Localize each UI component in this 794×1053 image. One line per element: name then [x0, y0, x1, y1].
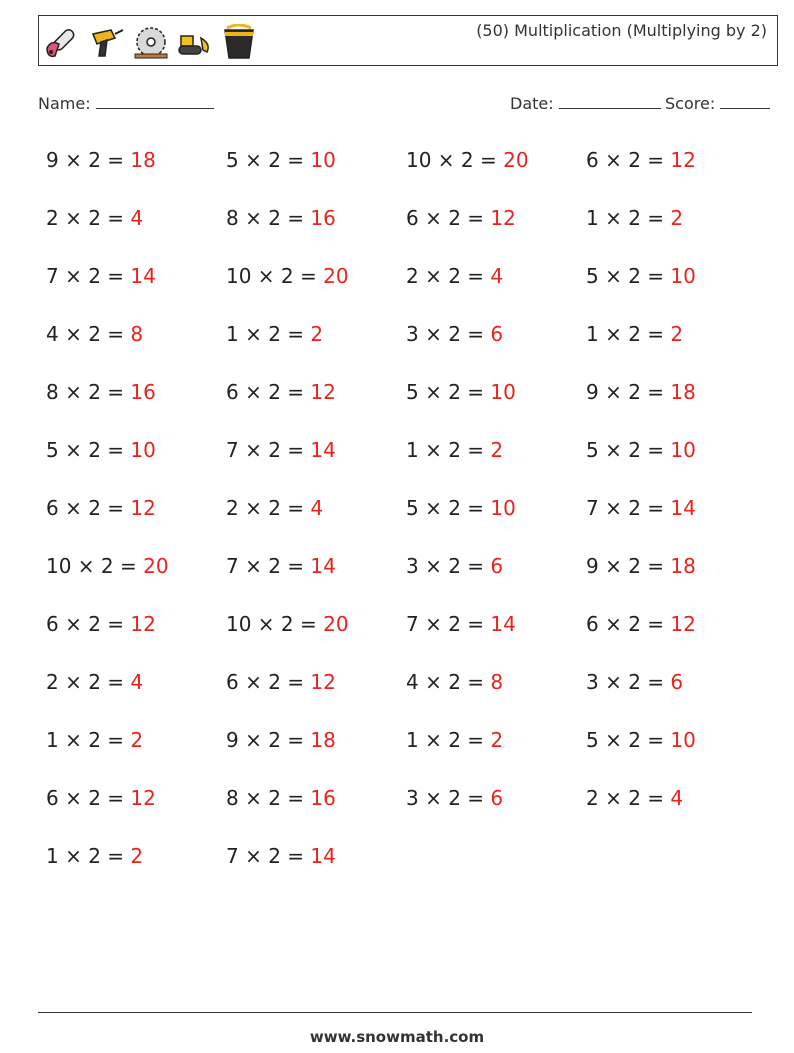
name-field: [38, 94, 214, 113]
problem-question: 5 × 2 =: [406, 496, 491, 520]
problem-item: [46, 438, 156, 462]
score-field: [665, 94, 770, 113]
problem-answer: 12: [310, 380, 336, 404]
problem-item: [46, 728, 143, 752]
problem-item: [226, 612, 349, 636]
problem-item: [226, 728, 336, 752]
problem-question: 7 × 2 =: [406, 612, 491, 636]
problem-answer: 12: [490, 206, 516, 230]
problem-answer: 2: [490, 728, 504, 752]
problem-question: 8 × 2 =: [46, 380, 131, 404]
problem-question: 10 × 2 =: [226, 612, 324, 636]
problem-question: 5 × 2 =: [586, 728, 671, 752]
problem-item: [586, 786, 683, 810]
problem-answer: 12: [130, 612, 156, 636]
problem-question: 6 × 2 =: [46, 496, 131, 520]
date-field: [510, 94, 661, 113]
problem-item: [406, 148, 529, 172]
problem-answer: 12: [670, 612, 696, 636]
problem-item: [46, 322, 143, 346]
problem-question: 9 × 2 =: [46, 148, 131, 172]
problem-question: 6 × 2 =: [226, 380, 311, 404]
problem-answer: 14: [670, 496, 696, 520]
problem-item: [406, 322, 503, 346]
problem-answer: 12: [670, 148, 696, 172]
problem-item: [406, 264, 503, 288]
problem-question: 1 × 2 =: [586, 322, 671, 346]
problem-item: [226, 380, 336, 404]
problem-item: [46, 148, 156, 172]
problem-item: [406, 612, 516, 636]
problem-question: 10 × 2 =: [226, 264, 324, 288]
problem-answer: 20: [323, 264, 349, 288]
problem-question: 6 × 2 =: [226, 670, 311, 694]
problem-item: [406, 496, 516, 520]
problem-question: 6 × 2 =: [586, 612, 671, 636]
problem-question: 1 × 2 =: [46, 728, 131, 752]
problem-question: 4 × 2 =: [46, 322, 131, 346]
problem-item: [406, 438, 503, 462]
problem-question: 1 × 2 =: [586, 206, 671, 230]
problem-question: 8 × 2 =: [226, 786, 311, 810]
problem-answer: 2: [310, 322, 324, 346]
problem-answer: 14: [490, 612, 516, 636]
chainsaw-icon: [43, 24, 83, 60]
problem-answer: 10: [310, 148, 336, 172]
problem-item: [226, 670, 336, 694]
problem-question: 1 × 2 =: [226, 322, 311, 346]
problem-question: 6 × 2 =: [406, 206, 491, 230]
problem-question: 6 × 2 =: [46, 612, 131, 636]
problem-question: 9 × 2 =: [226, 728, 311, 752]
problem-item: [226, 554, 336, 578]
saw-blade-icon: [131, 24, 171, 60]
problem-answer: 4: [490, 264, 504, 288]
problem-answer: 20: [503, 148, 529, 172]
problem-question: 1 × 2 =: [46, 844, 131, 868]
problem-question: 5 × 2 =: [226, 148, 311, 172]
problem-item: [46, 786, 156, 810]
problem-answer: 2: [130, 728, 144, 752]
problem-question: 5 × 2 =: [586, 438, 671, 462]
problem-answer: 8: [490, 670, 504, 694]
problem-answer: 20: [143, 554, 169, 578]
problem-answer: 10: [490, 496, 516, 520]
problem-item: [406, 786, 503, 810]
footer-divider: [38, 1012, 752, 1013]
problem-item: [586, 496, 696, 520]
problem-answer: 10: [670, 264, 696, 288]
problem-question: 2 × 2 =: [46, 670, 131, 694]
problem-answer: 20: [323, 612, 349, 636]
problem-answer: 2: [490, 438, 504, 462]
problem-answer: 14: [310, 438, 336, 462]
problem-answer: 10: [670, 728, 696, 752]
problem-answer: 2: [130, 844, 144, 868]
problem-answer: 10: [130, 438, 156, 462]
problem-answer: 6: [490, 554, 504, 578]
problem-answer: 6: [670, 670, 684, 694]
problem-answer: 18: [130, 148, 156, 172]
problem-answer: 16: [310, 786, 336, 810]
problem-item: [46, 670, 143, 694]
problem-item: [406, 728, 503, 752]
problem-answer: 8: [130, 322, 144, 346]
bulldozer-icon: [175, 24, 215, 60]
problem-item: [406, 670, 503, 694]
problem-answer: 16: [130, 380, 156, 404]
problem-question: 5 × 2 =: [46, 438, 131, 462]
problem-question: 7 × 2 =: [46, 264, 131, 288]
problem-answer: 4: [310, 496, 324, 520]
drill-icon: [87, 24, 127, 60]
problem-question: 5 × 2 =: [406, 380, 491, 404]
problem-item: [226, 844, 336, 868]
problem-item: [586, 264, 696, 288]
problem-item: [586, 380, 696, 404]
problem-item: [46, 206, 143, 230]
problem-question: 3 × 2 =: [406, 554, 491, 578]
problem-answer: 14: [130, 264, 156, 288]
problem-question: 2 × 2 =: [586, 786, 671, 810]
problem-question: 6 × 2 =: [586, 148, 671, 172]
problem-answer: 2: [670, 206, 684, 230]
problem-question: 9 × 2 =: [586, 380, 671, 404]
footer-website: www.snowmath.com: [309, 1028, 485, 1046]
problem-answer: 12: [130, 786, 156, 810]
problem-question: 4 × 2 =: [406, 670, 491, 694]
problem-answer: 2: [670, 322, 684, 346]
problem-answer: 6: [490, 786, 504, 810]
problem-question: 3 × 2 =: [406, 322, 491, 346]
problem-item: [586, 206, 683, 230]
problem-question: 10 × 2 =: [406, 148, 504, 172]
problem-question: 3 × 2 =: [586, 670, 671, 694]
problem-question: 2 × 2 =: [226, 496, 311, 520]
worksheet-header: [38, 15, 778, 66]
problem-answer: 4: [130, 670, 144, 694]
problem-answer: 6: [490, 322, 504, 346]
score-label: Score:: [665, 94, 716, 113]
problem-item: [586, 322, 683, 346]
problem-question: 2 × 2 =: [46, 206, 131, 230]
problem-question: 3 × 2 =: [406, 786, 491, 810]
problem-item: [226, 264, 349, 288]
problem-item: [586, 438, 696, 462]
problem-answer: 12: [130, 496, 156, 520]
score-line[interactable]: [720, 94, 770, 109]
problem-item: [406, 206, 516, 230]
problem-item: [46, 380, 156, 404]
icon-strip: [43, 22, 259, 62]
problem-answer: 18: [670, 554, 696, 578]
problem-item: [586, 670, 683, 694]
problem-item: [46, 844, 143, 868]
problem-question: 2 × 2 =: [406, 264, 491, 288]
problem-answer: 18: [670, 380, 696, 404]
problem-item: [226, 148, 336, 172]
problem-item: [46, 496, 156, 520]
problem-item: [586, 612, 696, 636]
problem-answer: 18: [310, 728, 336, 752]
problem-question: 10 × 2 =: [46, 554, 144, 578]
problem-answer: 14: [310, 554, 336, 578]
problem-item: [226, 786, 336, 810]
problem-item: [226, 496, 323, 520]
problem-question: 7 × 2 =: [226, 438, 311, 462]
problem-item: [586, 148, 696, 172]
problem-item: [226, 322, 323, 346]
problem-question: 7 × 2 =: [586, 496, 671, 520]
date-line[interactable]: [559, 94, 661, 109]
problem-question: 5 × 2 =: [586, 264, 671, 288]
problem-item: [46, 554, 169, 578]
problem-question: 9 × 2 =: [586, 554, 671, 578]
problem-answer: 4: [130, 206, 144, 230]
problem-item: [586, 554, 696, 578]
date-label: Date:: [510, 94, 554, 113]
problem-answer: 4: [670, 786, 684, 810]
name-label: Name:: [38, 94, 91, 113]
problem-item: [46, 264, 156, 288]
problem-answer: 14: [310, 844, 336, 868]
problem-question: 6 × 2 =: [46, 786, 131, 810]
problem-item: [586, 728, 696, 752]
problem-question: 1 × 2 =: [406, 728, 491, 752]
worksheet-title: (50) Multiplication (Multiplying by 2): [476, 21, 767, 40]
problem-question: 7 × 2 =: [226, 554, 311, 578]
problem-question: 1 × 2 =: [406, 438, 491, 462]
problem-answer: 10: [670, 438, 696, 462]
problem-item: [226, 438, 336, 462]
problem-item: [46, 612, 156, 636]
bucket-icon: [219, 24, 259, 60]
problem-item: [406, 554, 503, 578]
problem-answer: 12: [310, 670, 336, 694]
name-line[interactable]: [96, 94, 214, 109]
problem-item: [406, 380, 516, 404]
problem-question: 7 × 2 =: [226, 844, 311, 868]
problem-answer: 16: [310, 206, 336, 230]
problem-answer: 10: [490, 380, 516, 404]
problem-question: 8 × 2 =: [226, 206, 311, 230]
problem-item: [226, 206, 336, 230]
